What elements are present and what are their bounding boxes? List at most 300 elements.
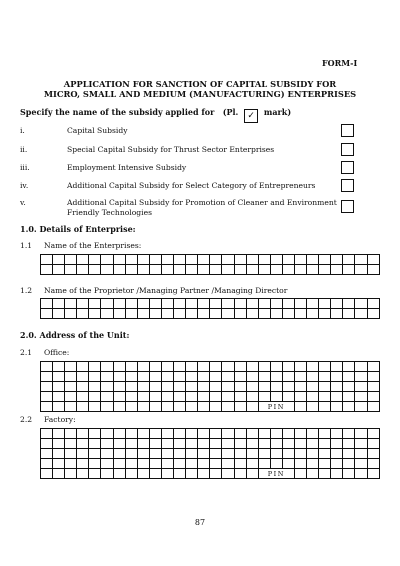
grid-cell[interactable] <box>270 439 282 449</box>
grid-cell[interactable] <box>294 309 306 319</box>
grid-row[interactable] <box>41 459 380 469</box>
grid-cell[interactable] <box>41 382 53 392</box>
grid-cell[interactable] <box>149 392 161 402</box>
option-checkbox-capital-subsidy[interactable] <box>341 124 354 137</box>
grid-cell[interactable] <box>137 309 149 319</box>
grid-cell[interactable] <box>174 299 186 309</box>
grid-cell[interactable] <box>355 439 367 449</box>
grid-cell[interactable] <box>65 449 77 459</box>
grid-cell[interactable] <box>282 362 294 372</box>
grid-row[interactable] <box>41 392 380 402</box>
grid-cell[interactable] <box>77 299 89 309</box>
grid-cell[interactable] <box>65 372 77 382</box>
grid-cell[interactable] <box>77 439 89 449</box>
grid-row[interactable] <box>41 382 380 392</box>
grid-cell[interactable] <box>343 309 355 319</box>
grid-cell[interactable] <box>186 255 198 265</box>
grid-cell[interactable] <box>149 382 161 392</box>
grid-cell[interactable] <box>270 372 282 382</box>
grid-cell[interactable] <box>53 469 65 479</box>
grid-cell[interactable] <box>113 362 125 372</box>
grid-cell[interactable] <box>77 382 89 392</box>
grid-cell[interactable] <box>294 469 306 479</box>
grid-cell[interactable] <box>113 299 125 309</box>
grid-cell[interactable] <box>331 372 343 382</box>
grid-cell[interactable] <box>258 392 270 402</box>
grid-cell[interactable] <box>65 362 77 372</box>
proprietor-name-grid[interactable] <box>40 298 380 319</box>
grid-cell[interactable] <box>137 255 149 265</box>
grid-cell[interactable] <box>186 439 198 449</box>
grid-cell[interactable] <box>331 362 343 372</box>
grid-cell[interactable] <box>319 439 331 449</box>
grid-cell[interactable] <box>149 265 161 275</box>
grid-cell[interactable] <box>258 372 270 382</box>
grid-cell[interactable] <box>65 439 77 449</box>
grid-cell[interactable] <box>343 362 355 372</box>
grid-cell[interactable] <box>137 362 149 372</box>
grid-cell[interactable] <box>258 265 270 275</box>
grid-cell[interactable] <box>77 469 89 479</box>
grid-cell[interactable] <box>186 362 198 372</box>
grid-row[interactable] <box>41 469 380 479</box>
grid-cell[interactable] <box>113 449 125 459</box>
grid-cell[interactable] <box>174 309 186 319</box>
grid-cell[interactable] <box>270 392 282 402</box>
grid-cell[interactable] <box>149 402 161 412</box>
grid-cell[interactable] <box>53 429 65 439</box>
grid-cell[interactable] <box>270 309 282 319</box>
grid-cell[interactable] <box>294 382 306 392</box>
grid-cell[interactable] <box>367 449 379 459</box>
grid-cell[interactable] <box>161 402 173 412</box>
grid-cell[interactable] <box>270 429 282 439</box>
grid-cell[interactable] <box>65 382 77 392</box>
grid-cell[interactable] <box>307 392 319 402</box>
grid-cell[interactable] <box>367 459 379 469</box>
grid-cell[interactable] <box>101 402 113 412</box>
grid-cell[interactable] <box>101 362 113 372</box>
grid-cell[interactable] <box>41 392 53 402</box>
grid-cell[interactable] <box>65 265 77 275</box>
grid-cell[interactable] <box>319 309 331 319</box>
grid-cell[interactable] <box>53 402 65 412</box>
grid-cell[interactable] <box>367 429 379 439</box>
grid-cell[interactable] <box>137 459 149 469</box>
grid-cell[interactable] <box>331 429 343 439</box>
grid-cell[interactable] <box>198 392 210 402</box>
grid-cell[interactable] <box>307 439 319 449</box>
grid-cell[interactable] <box>89 265 101 275</box>
grid-cell[interactable] <box>234 459 246 469</box>
grid-cell[interactable] <box>258 299 270 309</box>
grid-cell[interactable] <box>222 459 234 469</box>
grid-cell[interactable] <box>186 469 198 479</box>
grid-cell[interactable] <box>234 362 246 372</box>
grid-cell[interactable] <box>258 439 270 449</box>
grid-cell[interactable] <box>174 265 186 275</box>
grid-cell[interactable] <box>222 439 234 449</box>
grid-cell[interactable] <box>307 402 319 412</box>
grid-cell[interactable] <box>125 299 137 309</box>
grid-cell[interactable] <box>186 449 198 459</box>
grid-cell[interactable] <box>222 255 234 265</box>
grid-cell[interactable] <box>210 402 222 412</box>
grid-row[interactable] <box>41 255 380 265</box>
grid-cell[interactable] <box>41 449 53 459</box>
grid-cell[interactable] <box>198 299 210 309</box>
grid-row[interactable] <box>41 265 380 275</box>
grid-cell[interactable] <box>343 265 355 275</box>
grid-cell[interactable] <box>65 309 77 319</box>
grid-cell[interactable] <box>89 459 101 469</box>
grid-cell[interactable] <box>89 429 101 439</box>
grid-cell[interactable] <box>149 439 161 449</box>
grid-cell[interactable] <box>234 402 246 412</box>
grid-cell[interactable] <box>319 372 331 382</box>
grid-cell[interactable] <box>270 299 282 309</box>
grid-row[interactable] <box>41 362 380 372</box>
grid-cell[interactable] <box>101 299 113 309</box>
grid-cell[interactable] <box>222 382 234 392</box>
grid-cell[interactable] <box>222 469 234 479</box>
option-checkbox-cleaner-technologies[interactable] <box>341 200 354 213</box>
grid-cell[interactable] <box>331 255 343 265</box>
grid-cell[interactable] <box>77 429 89 439</box>
grid-cell[interactable] <box>331 459 343 469</box>
grid-cell[interactable] <box>137 469 149 479</box>
grid-cell[interactable] <box>234 439 246 449</box>
grid-cell[interactable] <box>53 309 65 319</box>
grid-cell[interactable] <box>89 449 101 459</box>
grid-cell[interactable] <box>125 372 137 382</box>
grid-cell[interactable] <box>246 439 258 449</box>
grid-cell[interactable] <box>149 309 161 319</box>
grid-cell[interactable] <box>319 459 331 469</box>
grid-cell[interactable] <box>41 439 53 449</box>
grid-cell[interactable] <box>161 255 173 265</box>
grid-cell[interactable] <box>246 299 258 309</box>
grid-cell[interactable] <box>198 372 210 382</box>
grid-cell[interactable] <box>210 382 222 392</box>
grid-cell[interactable] <box>343 449 355 459</box>
grid-cell[interactable] <box>234 382 246 392</box>
grid-cell[interactable] <box>270 362 282 372</box>
grid-cell[interactable] <box>234 265 246 275</box>
grid-cell[interactable] <box>198 402 210 412</box>
grid-cell[interactable] <box>198 309 210 319</box>
grid-cell[interactable] <box>125 382 137 392</box>
grid-cell[interactable] <box>270 449 282 459</box>
grid-cell[interactable] <box>53 382 65 392</box>
grid-cell[interactable] <box>113 372 125 382</box>
grid-cell[interactable] <box>41 255 53 265</box>
grid-cell[interactable] <box>113 382 125 392</box>
grid-cell[interactable] <box>282 255 294 265</box>
grid-cell[interactable] <box>319 429 331 439</box>
grid-cell[interactable] <box>125 429 137 439</box>
grid-cell[interactable] <box>53 459 65 469</box>
grid-cell[interactable] <box>270 382 282 392</box>
grid-cell[interactable] <box>210 265 222 275</box>
grid-cell[interactable] <box>319 449 331 459</box>
grid-cell[interactable] <box>41 309 53 319</box>
grid-cell[interactable] <box>222 372 234 382</box>
grid-cell[interactable] <box>222 402 234 412</box>
grid-cell[interactable] <box>186 299 198 309</box>
grid-cell[interactable] <box>282 459 294 469</box>
grid-row[interactable] <box>41 309 380 319</box>
grid-cell[interactable] <box>258 429 270 439</box>
grid-cell[interactable] <box>307 309 319 319</box>
grid-cell[interactable] <box>53 255 65 265</box>
grid-cell[interactable] <box>222 265 234 275</box>
grid-cell[interactable] <box>222 429 234 439</box>
grid-cell[interactable] <box>149 469 161 479</box>
grid-cell[interactable] <box>125 265 137 275</box>
grid-cell[interactable] <box>198 449 210 459</box>
grid-cell[interactable] <box>282 299 294 309</box>
grid-cell[interactable] <box>149 299 161 309</box>
grid-cell[interactable] <box>65 255 77 265</box>
grid-cell[interactable] <box>294 459 306 469</box>
grid-cell[interactable] <box>222 362 234 372</box>
grid-cell[interactable] <box>258 382 270 392</box>
grid-cell[interactable] <box>101 372 113 382</box>
grid-cell[interactable] <box>77 449 89 459</box>
grid-cell[interactable] <box>113 255 125 265</box>
grid-cell[interactable] <box>307 372 319 382</box>
grid-cell[interactable] <box>77 265 89 275</box>
grid-row[interactable] <box>41 372 380 382</box>
grid-cell[interactable] <box>246 382 258 392</box>
enterprise-name-grid[interactable] <box>40 254 380 275</box>
grid-cell[interactable] <box>319 362 331 372</box>
grid-cell[interactable] <box>294 402 306 412</box>
grid-cell[interactable] <box>89 469 101 479</box>
grid-cell[interactable] <box>174 392 186 402</box>
grid-cell[interactable] <box>186 382 198 392</box>
grid-cell[interactable] <box>65 429 77 439</box>
grid-cell[interactable] <box>246 459 258 469</box>
grid-cell[interactable] <box>53 265 65 275</box>
grid-cell[interactable] <box>294 439 306 449</box>
grid-cell[interactable] <box>367 372 379 382</box>
grid-cell[interactable] <box>89 402 101 412</box>
grid-cell[interactable] <box>101 439 113 449</box>
grid-cell[interactable] <box>41 265 53 275</box>
grid-cell[interactable] <box>125 459 137 469</box>
grid-cell[interactable] <box>137 449 149 459</box>
grid-cell[interactable] <box>210 469 222 479</box>
grid-cell[interactable] <box>294 392 306 402</box>
grid-cell[interactable] <box>89 372 101 382</box>
grid-cell[interactable] <box>343 402 355 412</box>
grid-cell[interactable] <box>89 392 101 402</box>
grid-cell[interactable] <box>186 429 198 439</box>
grid-cell[interactable] <box>125 439 137 449</box>
grid-cell[interactable] <box>331 299 343 309</box>
grid-cell[interactable] <box>186 265 198 275</box>
grid-cell[interactable] <box>101 449 113 459</box>
grid-cell[interactable] <box>41 429 53 439</box>
grid-cell[interactable] <box>246 469 258 479</box>
grid-cell[interactable] <box>355 299 367 309</box>
grid-cell[interactable] <box>355 372 367 382</box>
grid-cell[interactable] <box>113 469 125 479</box>
grid-cell[interactable] <box>53 299 65 309</box>
grid-cell[interactable] <box>282 265 294 275</box>
grid-cell[interactable] <box>234 449 246 459</box>
grid-cell[interactable] <box>258 449 270 459</box>
grid-cell[interactable] <box>198 429 210 439</box>
grid-cell[interactable] <box>125 449 137 459</box>
grid-cell[interactable] <box>65 459 77 469</box>
grid-cell[interactable] <box>367 392 379 402</box>
grid-cell[interactable] <box>137 372 149 382</box>
grid-cell[interactable] <box>343 439 355 449</box>
grid-cell[interactable] <box>161 382 173 392</box>
grid-cell[interactable] <box>174 429 186 439</box>
grid-cell[interactable] <box>137 429 149 439</box>
grid-cell[interactable] <box>149 449 161 459</box>
grid-cell[interactable] <box>282 382 294 392</box>
grid-cell[interactable] <box>161 372 173 382</box>
grid-cell[interactable] <box>101 429 113 439</box>
grid-cell[interactable] <box>77 392 89 402</box>
grid-cell[interactable] <box>161 439 173 449</box>
grid-cell[interactable] <box>270 265 282 275</box>
grid-cell[interactable] <box>149 429 161 439</box>
grid-cell[interactable] <box>222 309 234 319</box>
office-address-grid[interactable] <box>40 361 380 412</box>
grid-cell[interactable] <box>355 309 367 319</box>
grid-cell[interactable] <box>210 309 222 319</box>
grid-cell[interactable] <box>53 362 65 372</box>
grid-cell[interactable] <box>307 299 319 309</box>
grid-cell[interactable] <box>125 402 137 412</box>
grid-cell[interactable] <box>355 429 367 439</box>
grid-cell[interactable] <box>174 439 186 449</box>
grid-cell[interactable] <box>367 382 379 392</box>
grid-cell[interactable] <box>41 299 53 309</box>
grid-cell[interactable] <box>65 402 77 412</box>
grid-cell[interactable] <box>282 372 294 382</box>
grid-cell[interactable] <box>355 255 367 265</box>
grid-cell[interactable] <box>343 392 355 402</box>
grid-cell[interactable] <box>331 382 343 392</box>
grid-cell[interactable] <box>186 402 198 412</box>
grid-cell[interactable] <box>113 402 125 412</box>
grid-cell[interactable] <box>246 449 258 459</box>
grid-cell[interactable] <box>137 382 149 392</box>
grid-cell[interactable] <box>367 255 379 265</box>
grid-cell[interactable] <box>41 469 53 479</box>
grid-cell[interactable] <box>137 439 149 449</box>
grid-cell[interactable] <box>319 299 331 309</box>
grid-cell[interactable] <box>77 362 89 372</box>
grid-cell[interactable] <box>89 439 101 449</box>
grid-cell[interactable] <box>125 255 137 265</box>
grid-cell[interactable] <box>174 382 186 392</box>
grid-cell[interactable] <box>343 382 355 392</box>
grid-cell[interactable] <box>294 265 306 275</box>
grid-cell[interactable] <box>113 309 125 319</box>
grid-cell[interactable] <box>355 469 367 479</box>
grid-cell[interactable] <box>234 429 246 439</box>
factory-address-grid[interactable] <box>40 428 380 479</box>
grid-row[interactable] <box>41 402 380 412</box>
grid-cell[interactable] <box>294 429 306 439</box>
grid-cell[interactable] <box>355 449 367 459</box>
grid-cell[interactable] <box>210 392 222 402</box>
grid-cell[interactable] <box>210 255 222 265</box>
grid-cell[interactable] <box>101 392 113 402</box>
grid-cell[interactable] <box>319 392 331 402</box>
grid-cell[interactable] <box>161 362 173 372</box>
option-checkbox-employment-intensive[interactable] <box>341 161 354 174</box>
grid-cell[interactable] <box>319 255 331 265</box>
grid-cell[interactable] <box>125 392 137 402</box>
grid-cell[interactable] <box>210 372 222 382</box>
grid-cell[interactable] <box>53 392 65 402</box>
grid-cell[interactable] <box>174 459 186 469</box>
grid-cell[interactable] <box>89 299 101 309</box>
grid-cell[interactable] <box>234 372 246 382</box>
grid-cell[interactable] <box>343 469 355 479</box>
grid-row[interactable] <box>41 439 380 449</box>
grid-cell[interactable] <box>294 255 306 265</box>
grid-cell[interactable] <box>101 459 113 469</box>
grid-cell[interactable] <box>343 255 355 265</box>
grid-cell[interactable] <box>125 309 137 319</box>
grid-cell[interactable] <box>174 469 186 479</box>
grid-cell[interactable] <box>101 309 113 319</box>
grid-cell[interactable] <box>101 255 113 265</box>
grid-cell[interactable] <box>246 255 258 265</box>
grid-cell[interactable] <box>367 265 379 275</box>
grid-cell[interactable] <box>234 392 246 402</box>
grid-cell[interactable] <box>174 402 186 412</box>
grid-cell[interactable] <box>77 459 89 469</box>
grid-cell[interactable] <box>198 265 210 275</box>
grid-cell[interactable] <box>246 265 258 275</box>
grid-cell[interactable] <box>113 459 125 469</box>
grid-cell[interactable] <box>77 402 89 412</box>
grid-cell[interactable] <box>161 309 173 319</box>
grid-cell[interactable] <box>77 309 89 319</box>
grid-cell[interactable] <box>258 309 270 319</box>
grid-cell[interactable] <box>210 362 222 372</box>
grid-cell[interactable] <box>307 255 319 265</box>
grid-cell[interactable] <box>125 469 137 479</box>
grid-cell[interactable] <box>77 372 89 382</box>
grid-cell[interactable] <box>186 309 198 319</box>
grid-cell[interactable] <box>101 382 113 392</box>
grid-cell[interactable] <box>210 439 222 449</box>
grid-cell[interactable] <box>234 309 246 319</box>
grid-cell[interactable] <box>307 469 319 479</box>
grid-cell[interactable] <box>355 459 367 469</box>
grid-cell[interactable] <box>307 429 319 439</box>
grid-cell[interactable] <box>77 255 89 265</box>
grid-cell[interactable] <box>331 439 343 449</box>
grid-cell[interactable] <box>186 372 198 382</box>
grid-cell[interactable] <box>41 402 53 412</box>
grid-cell[interactable] <box>367 402 379 412</box>
grid-cell[interactable] <box>89 309 101 319</box>
grid-cell[interactable] <box>258 255 270 265</box>
